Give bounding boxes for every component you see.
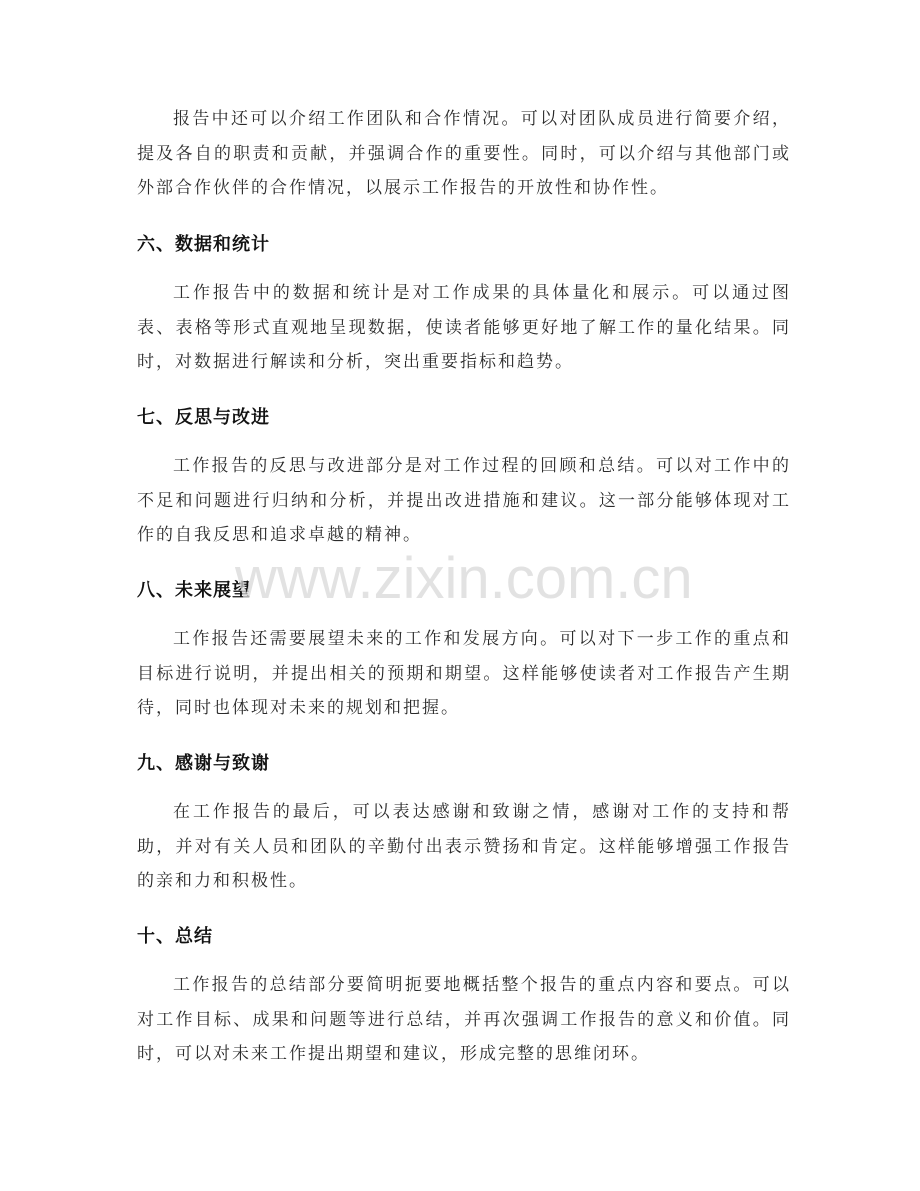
paragraph-acknowledgements: 在工作报告的最后，可以表达感谢和致谢之情，感谢对工作的支持和帮助，并对有关人员和团队的辛勤付出表示赞扬和肯定。这样能够增强工作报告的亲和力和积极性。 — [137, 802, 791, 891]
paragraph-reflection-improvement: 工作报告的反思与改进部分是对工作过程的回顾和总结。可以对工作中的不足和问题进行归纳和分析，并提出改进措施和建议。这一部分能够体现对工作的自我反思和追求卓越的精神。 — [137, 456, 791, 545]
heading-acknowledgements: 九、感谢与致谢 — [137, 753, 270, 774]
heading-data-statistics: 六、数据和统计 — [137, 234, 270, 255]
paragraph-data-statistics: 工作报告中的数据和统计是对工作成果的具体量化和展示。可以通过图表、表格等形式直观地呈现数据，使读者能够更好地了解工作的量化结果。同时，对数据进行解读和分析，突出重要指标和趋势。 — [137, 283, 791, 372]
paragraph-future-outlook: 工作报告还需要展望未来的工作和发展方向。可以对下一步工作的重点和目标进行说明，并提出相关的预期和期望。这样能够使读者对工作报告产生期待，同时也体现对未来的规划和把握。 — [137, 629, 791, 718]
heading-summary: 十、总结 — [137, 926, 213, 947]
paragraph-team-cooperation: 报告中还可以介绍工作团队和合作情况。可以对团队成员进行简要介绍，提及各自的职责和贡献，并强调合作的重要性。同时，可以介绍与其他部门或外部合作伙伴的合作情况，以展示工作报告的开放性和协作性。 — [137, 109, 791, 198]
paragraph-summary: 工作报告的总结部分要简明扼要地概括整个报告的重点内容和要点。可以对工作目标、成果和问题等进行总结，并再次强调工作报告的意义和价值。同时，可以对未来工作提出期望和建议，形成完整的思维闭环。 — [137, 975, 791, 1064]
watermark-text: www.zixin.com.cn — [235, 546, 693, 611]
heading-future-outlook: 八、未来展望 — [137, 580, 251, 601]
heading-reflection-improvement: 七、反思与改进 — [137, 407, 270, 428]
